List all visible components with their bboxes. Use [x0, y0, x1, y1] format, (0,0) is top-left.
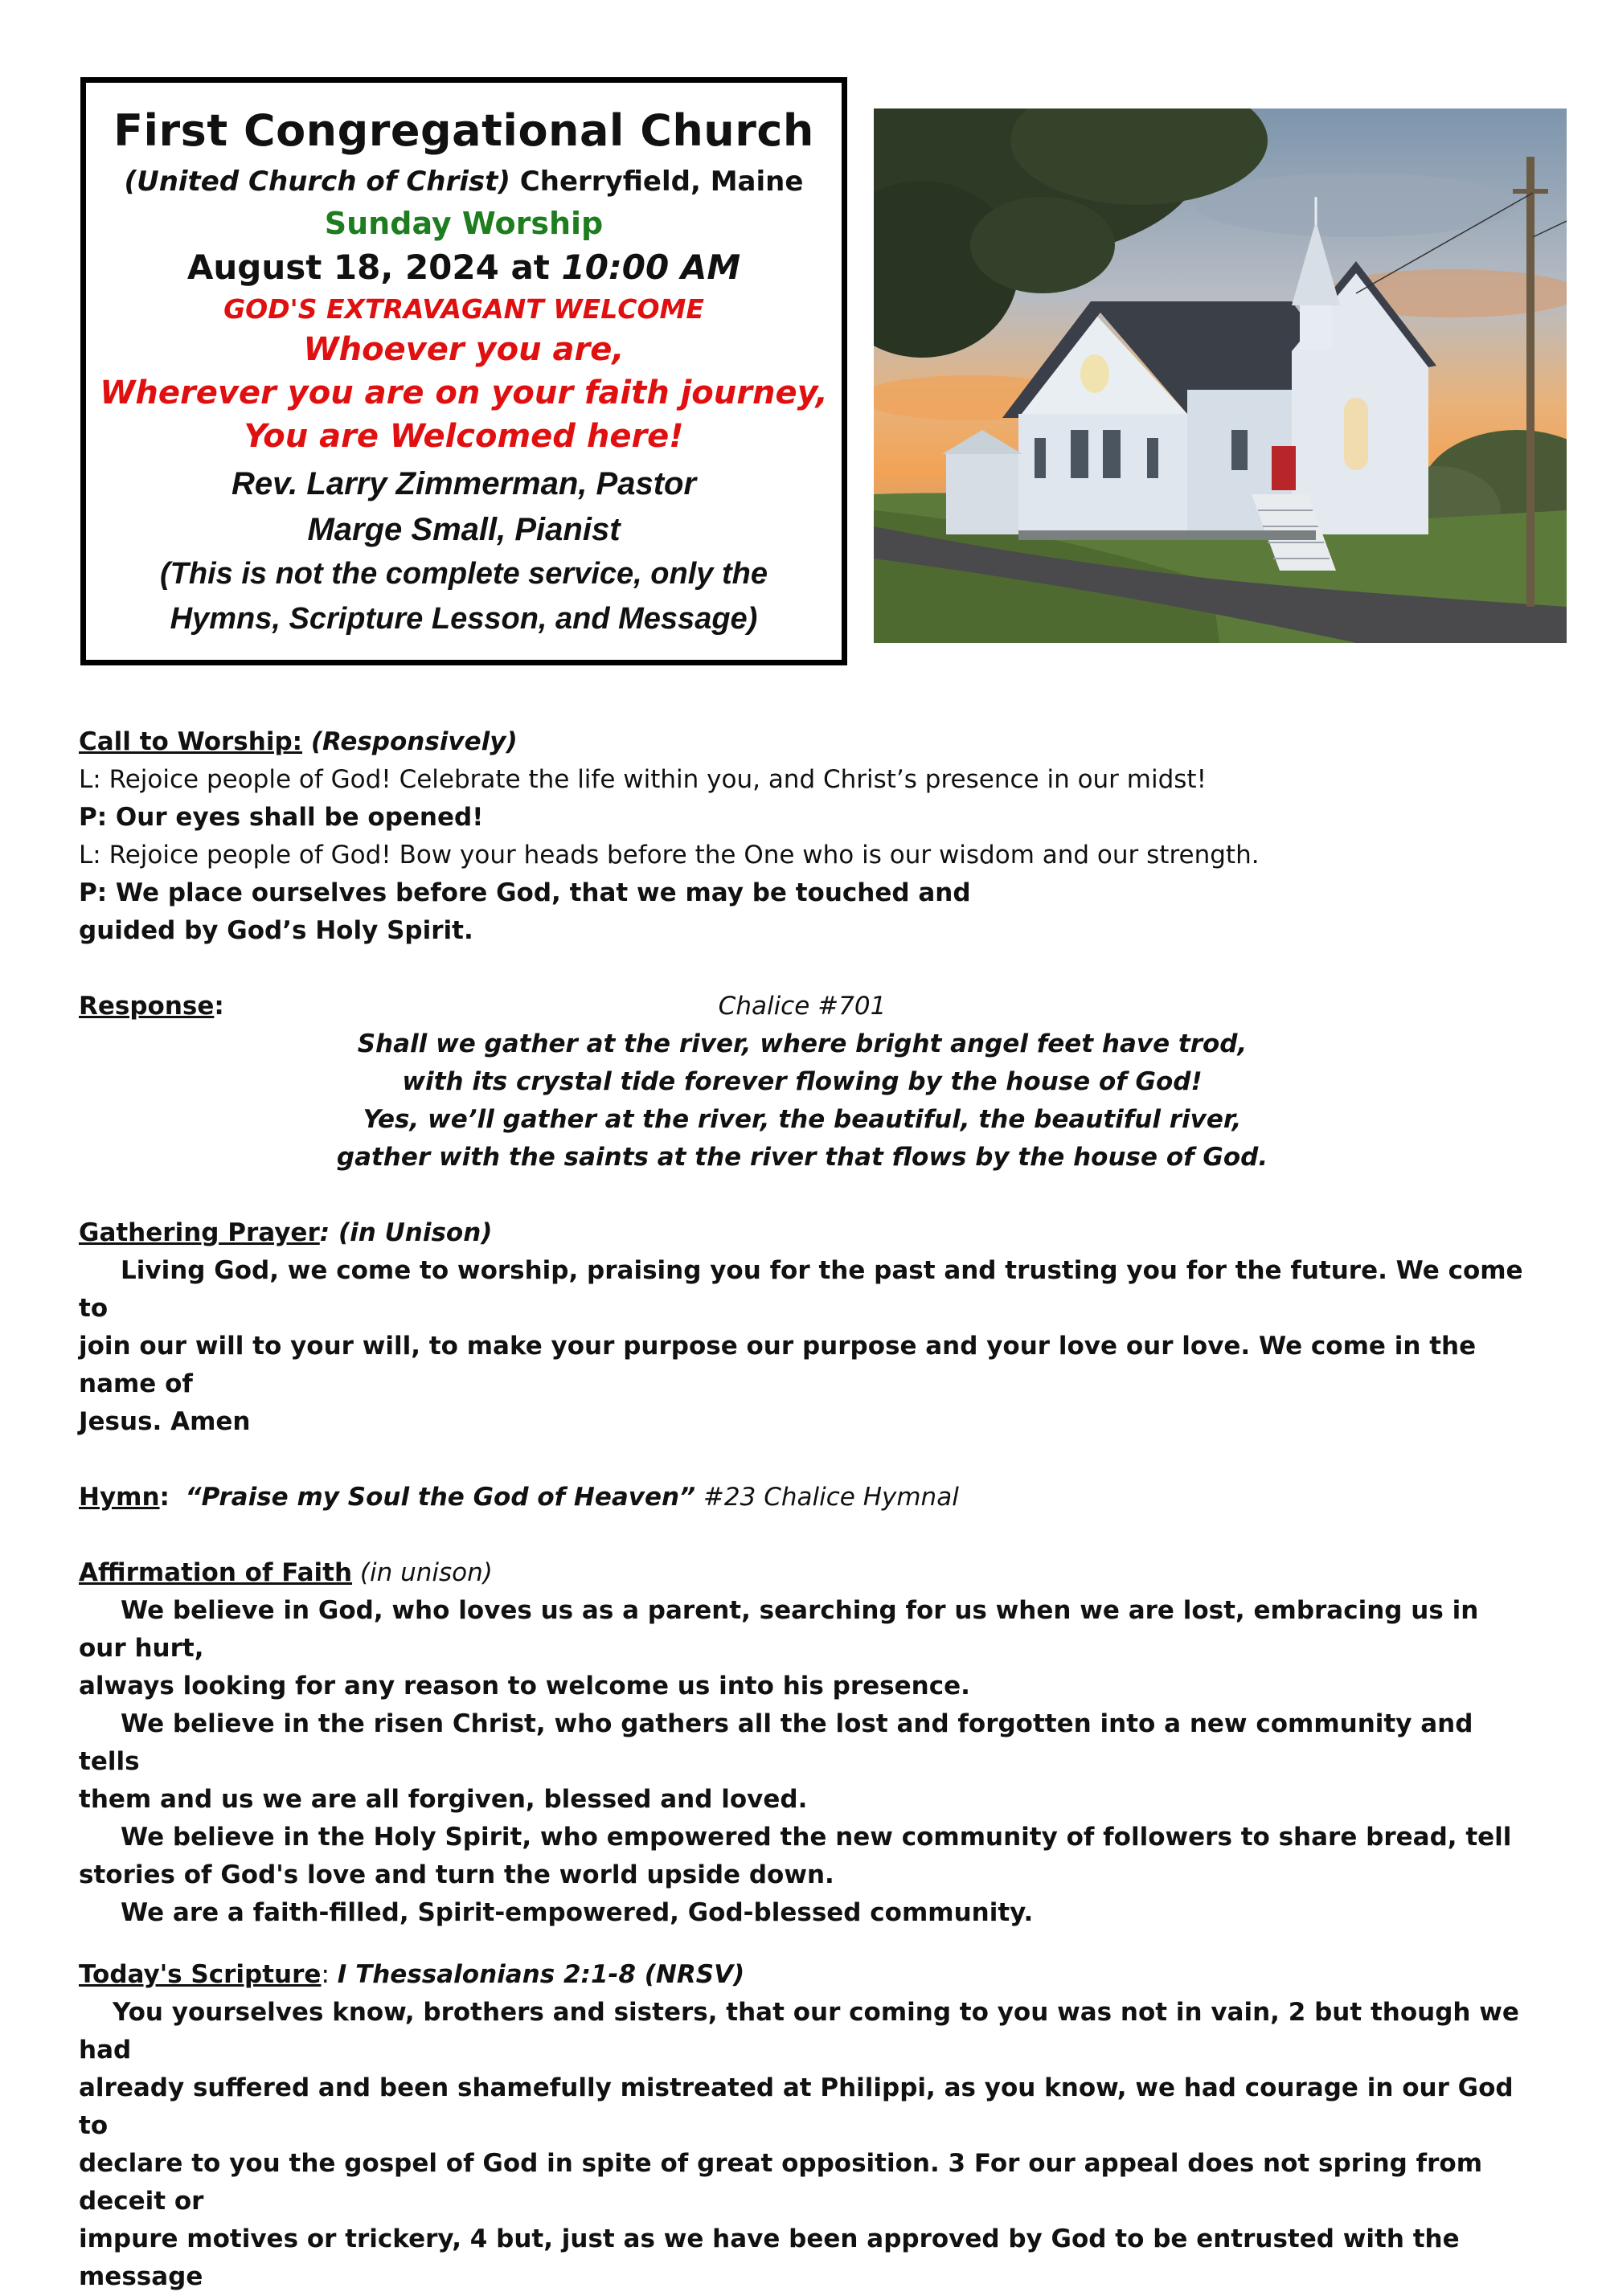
scripture-line: impure motives or trickery, 4 but, just as we have been approved by God to be entrusted with the message — [79, 2224, 1460, 2291]
pianist-name: Marge Small, Pianist — [307, 512, 621, 547]
location: Cherryfield, Maine — [510, 166, 804, 198]
affirmation-line: We believe in the risen Christ, who gathers all the lost and forgotten into a new community and tells — [79, 1709, 1473, 1776]
gathering-prayer-line: join our will to your will, to make your purpose our purpose and your love our love. We come in the name of — [79, 1332, 1477, 1398]
gathering-prayer-line: Jesus. Amen — [79, 1407, 251, 1436]
church-illustration — [874, 108, 1567, 643]
gathering-prayer-line: Living God, we come to worship, praising you for the past and trusting you for the future. We come to — [79, 1256, 1523, 1323]
hymn-line — [79, 1479, 1526, 1516]
spacer — [79, 1932, 1526, 1956]
scripture-colon: : — [321, 1960, 338, 1989]
hymn-heading: Hymn — [79, 1483, 160, 1512]
pastor-name: Rev. Larry Zimmerman, Pastor — [231, 466, 697, 501]
gathering-prayer-heading-line — [79, 1214, 1526, 1252]
spacer — [79, 1177, 1526, 1214]
hymn-number: #23 Chalice Hymnal — [695, 1483, 959, 1512]
scripture-line: already suffered and been shamefully mistreated at Philippi, as you know, we had courage in our God to — [79, 2073, 1514, 2140]
scripture-line: declare to you the gospel of God in spite of great opposition. 3 For our appeal does not spring from deceit or — [79, 2149, 1483, 2216]
call-to-worship-line: P: We place ourselves before God, that we may be touched and — [79, 878, 971, 907]
affirmation-mode: (in unison) — [352, 1558, 493, 1587]
welcome-line: Wherever you are on your faith journey, — [100, 374, 828, 411]
response-line: with its crystal tide forever flowing by the house of God! — [402, 1067, 1203, 1096]
scripture-heading: Today's Scripture — [79, 1960, 322, 1989]
call-to-worship-line: L: Rejoice people of God! Celebrate the life within you, and Christ’s presence in our midst! — [79, 765, 1207, 794]
call-to-worship-line: L: Rejoice people of God! Bow your heads before the One who is our wisdom and our strength. — [79, 841, 1260, 870]
call-to-worship-heading-line — [79, 723, 1526, 761]
call-to-worship-mode: (Responsively) — [302, 727, 518, 756]
date-prefix: August 18, 2024 at — [186, 248, 562, 287]
church-name: First Congregational Church — [113, 105, 814, 156]
affirmation-line: We are a faith-filled, Spirit-empowered, God-blessed community. — [121, 1898, 1034, 1927]
response-line: Yes, we’ll gather at the river, the beautiful, the beautiful river, — [363, 1105, 1242, 1134]
welcome-line: Whoever you are, — [303, 331, 625, 368]
affirmation-heading: Affirmation of Faith — [79, 1558, 353, 1587]
affirmation-heading-line — [79, 1554, 1526, 1592]
spacer — [79, 1516, 1526, 1554]
hymn-title: “Praise my Soul the God of Heaven” — [185, 1483, 696, 1512]
hymn-colon: : — [159, 1483, 170, 1512]
response-source: Chalice #701 — [718, 992, 887, 1021]
affirmation-line: We believe in the Holy Spirit, who empowered the new community of followers to share bread, tell — [121, 1823, 1512, 1852]
scripture-heading-line — [79, 1956, 1526, 1994]
affirmation-line: We believe in God, who loves us as a parent, searching for us when we are lost, embracing us in our hurt, — [79, 1596, 1479, 1663]
spacer — [79, 1441, 1526, 1479]
call-to-worship-line: guided by God’s Holy Spirit. — [79, 916, 473, 945]
gathering-prayer-heading: Gathering Prayer — [79, 1218, 320, 1247]
scripture-reference: I Thessalonians 2:1-8 (NRSV) — [337, 1960, 745, 1989]
church-photo — [874, 108, 1567, 643]
welcome-title: GOD'S EXTRAVAGANT WELCOME — [223, 293, 704, 325]
response-line: Shall we gather at the river, where bright angel feet have trod, — [357, 1029, 1248, 1058]
call-to-worship-line: P: Our eyes shall be opened! — [79, 803, 484, 832]
response-line: gather with the saints at the river that flows by the house of God. — [336, 1143, 1268, 1172]
service-note-line: (This is not the complete service, only the — [160, 557, 768, 591]
response-heading-line — [79, 988, 1526, 1025]
denomination-location — [86, 166, 842, 198]
service-time: 10:00 AM — [561, 248, 741, 287]
church-header-box — [80, 77, 847, 665]
affirmation-line: them and us we are all forgiven, blessed and loved. — [79, 1785, 808, 1814]
welcome-line: You are Welcomed here! — [244, 418, 684, 455]
response-colon: : — [214, 992, 224, 1021]
bulletin-content — [79, 723, 1526, 2296]
denomination: (United Church of Christ) — [124, 166, 510, 198]
response-heading: Response — [79, 992, 215, 1021]
service-note-line: Hymns, Scripture Lesson, and Message) — [170, 602, 758, 636]
spacer — [79, 950, 1526, 988]
service-date — [86, 248, 842, 287]
scripture-line: You yourselves know, brothers and sisters, that our coming to you was not in vain, 2 but though we had — [79, 1998, 1519, 2065]
service-name: Sunday Worship — [324, 206, 604, 241]
gathering-prayer-mode: : (in Unison) — [319, 1218, 493, 1247]
call-to-worship-heading: Call to Worship: — [79, 727, 303, 756]
affirmation-line: always looking for any reason to welcome us into his presence. — [79, 1672, 970, 1701]
affirmation-line: stories of God's love and turn the world upside down. — [79, 1860, 834, 1889]
